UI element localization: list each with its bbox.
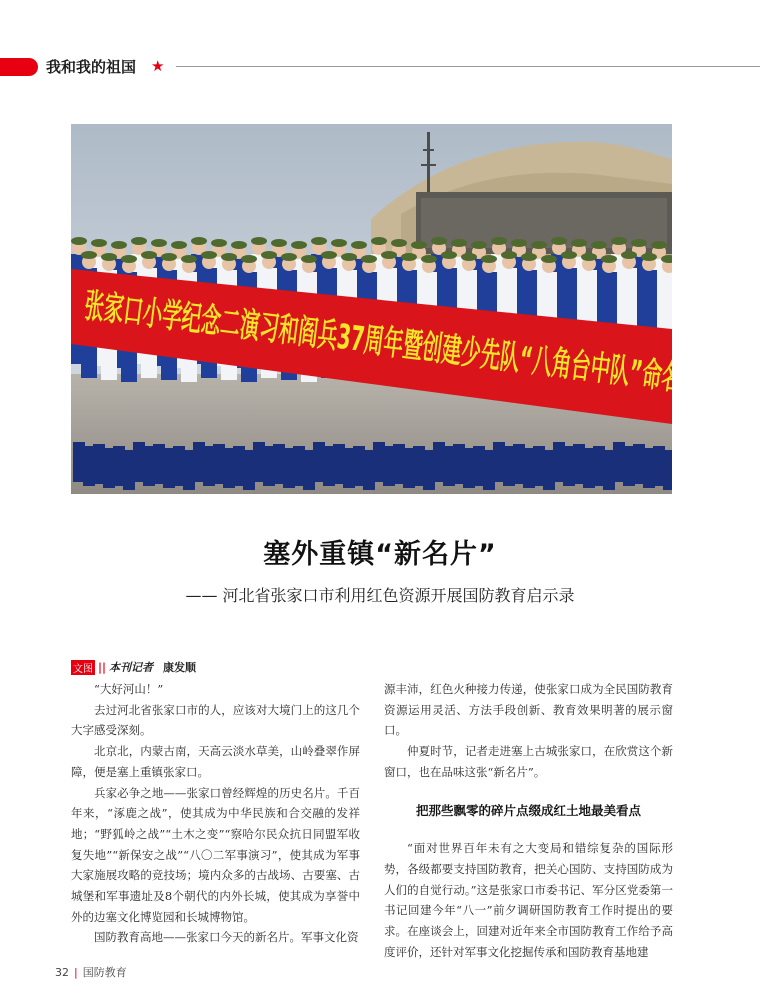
byline-role: 本刊记者 (109, 661, 154, 674)
page-footer (55, 964, 127, 980)
byline-tag: 文图 (71, 660, 95, 675)
magazine-name: 国防教育 (82, 966, 127, 979)
section-heading: 把那些飘零的碎片点缀成红土地最美看点 (415, 802, 641, 818)
right-column (384, 679, 673, 962)
byline-separator: || (98, 660, 107, 674)
left-column (71, 679, 360, 948)
page-number: 32 (55, 966, 69, 979)
paragraph: “大好河山！” (94, 682, 164, 696)
byline (71, 659, 196, 675)
star-icon: ★ (151, 57, 165, 75)
article-photo (71, 124, 672, 494)
paragraph: 源丰沛，红色火种接力传递，使张家口成为全民国防教育资源运用灵活、方法手段创新、教育效果明著的展示窗口。 (384, 682, 673, 738)
header-divider (176, 66, 760, 67)
section-color-bar (0, 58, 38, 76)
paragraph: 去过河北省张家口市的人，应该对大境门上的这几个大字感受深刻。 (71, 702, 360, 738)
byline-author: 康发顺 (163, 661, 197, 674)
footer-separator: | (74, 966, 78, 979)
paragraph: 兵家必争之地——张家口曾经辉煌的历史名片。千百年来，“涿鹿之战”，使其成为中华民族和合交融的发祥地；“野狐岭之战”“土木之变”“察哈尔民众抗日同盟军收复失地”“新保安之战”“八〇二军事演习”，使其成为军事大家施展攻略的竞技场；境内众多的古战场、古要塞、古城堡和军事遗址及8个朝代的内外长城，使其成为享誉中外的边塞文化博览园和长城博物馆。 (71, 785, 360, 924)
paragraph: 北京北，内蒙古南，天高云淡水草美，山岭叠翠作屏障，便是塞上重镇张家口。 (71, 744, 360, 779)
paragraph: 仲夏时节，记者走进塞上古城张家口，在欣赏这个新窗口，也在品味这张“新名片”。 (384, 744, 673, 779)
article-title: 塞外重镇“新名片” (263, 539, 497, 570)
paragraph: “面对世界百年未有之大变局和错综复杂的国际形势，各级都要支持国防教育，把关心国防、支持国防成为人们的自觉行动。”这是张家口市委书记、军分区党委第一书记回建今年“八一”前夕调研国防教育工作时提出的要求。在座谈会上，回建对近年来全市国防教育工作给予高度评价，还针对军事文化挖掘传承和国防教育基地建 (384, 841, 673, 959)
paragraph: 国防教育高地——张家口今天的新名片。军事文化资 (94, 930, 359, 945)
section-title: 我和我的祖国 (46, 58, 137, 76)
article-subtitle: —— 河北省张家口市利用红色资源开展国防教育启示录 (185, 586, 575, 605)
